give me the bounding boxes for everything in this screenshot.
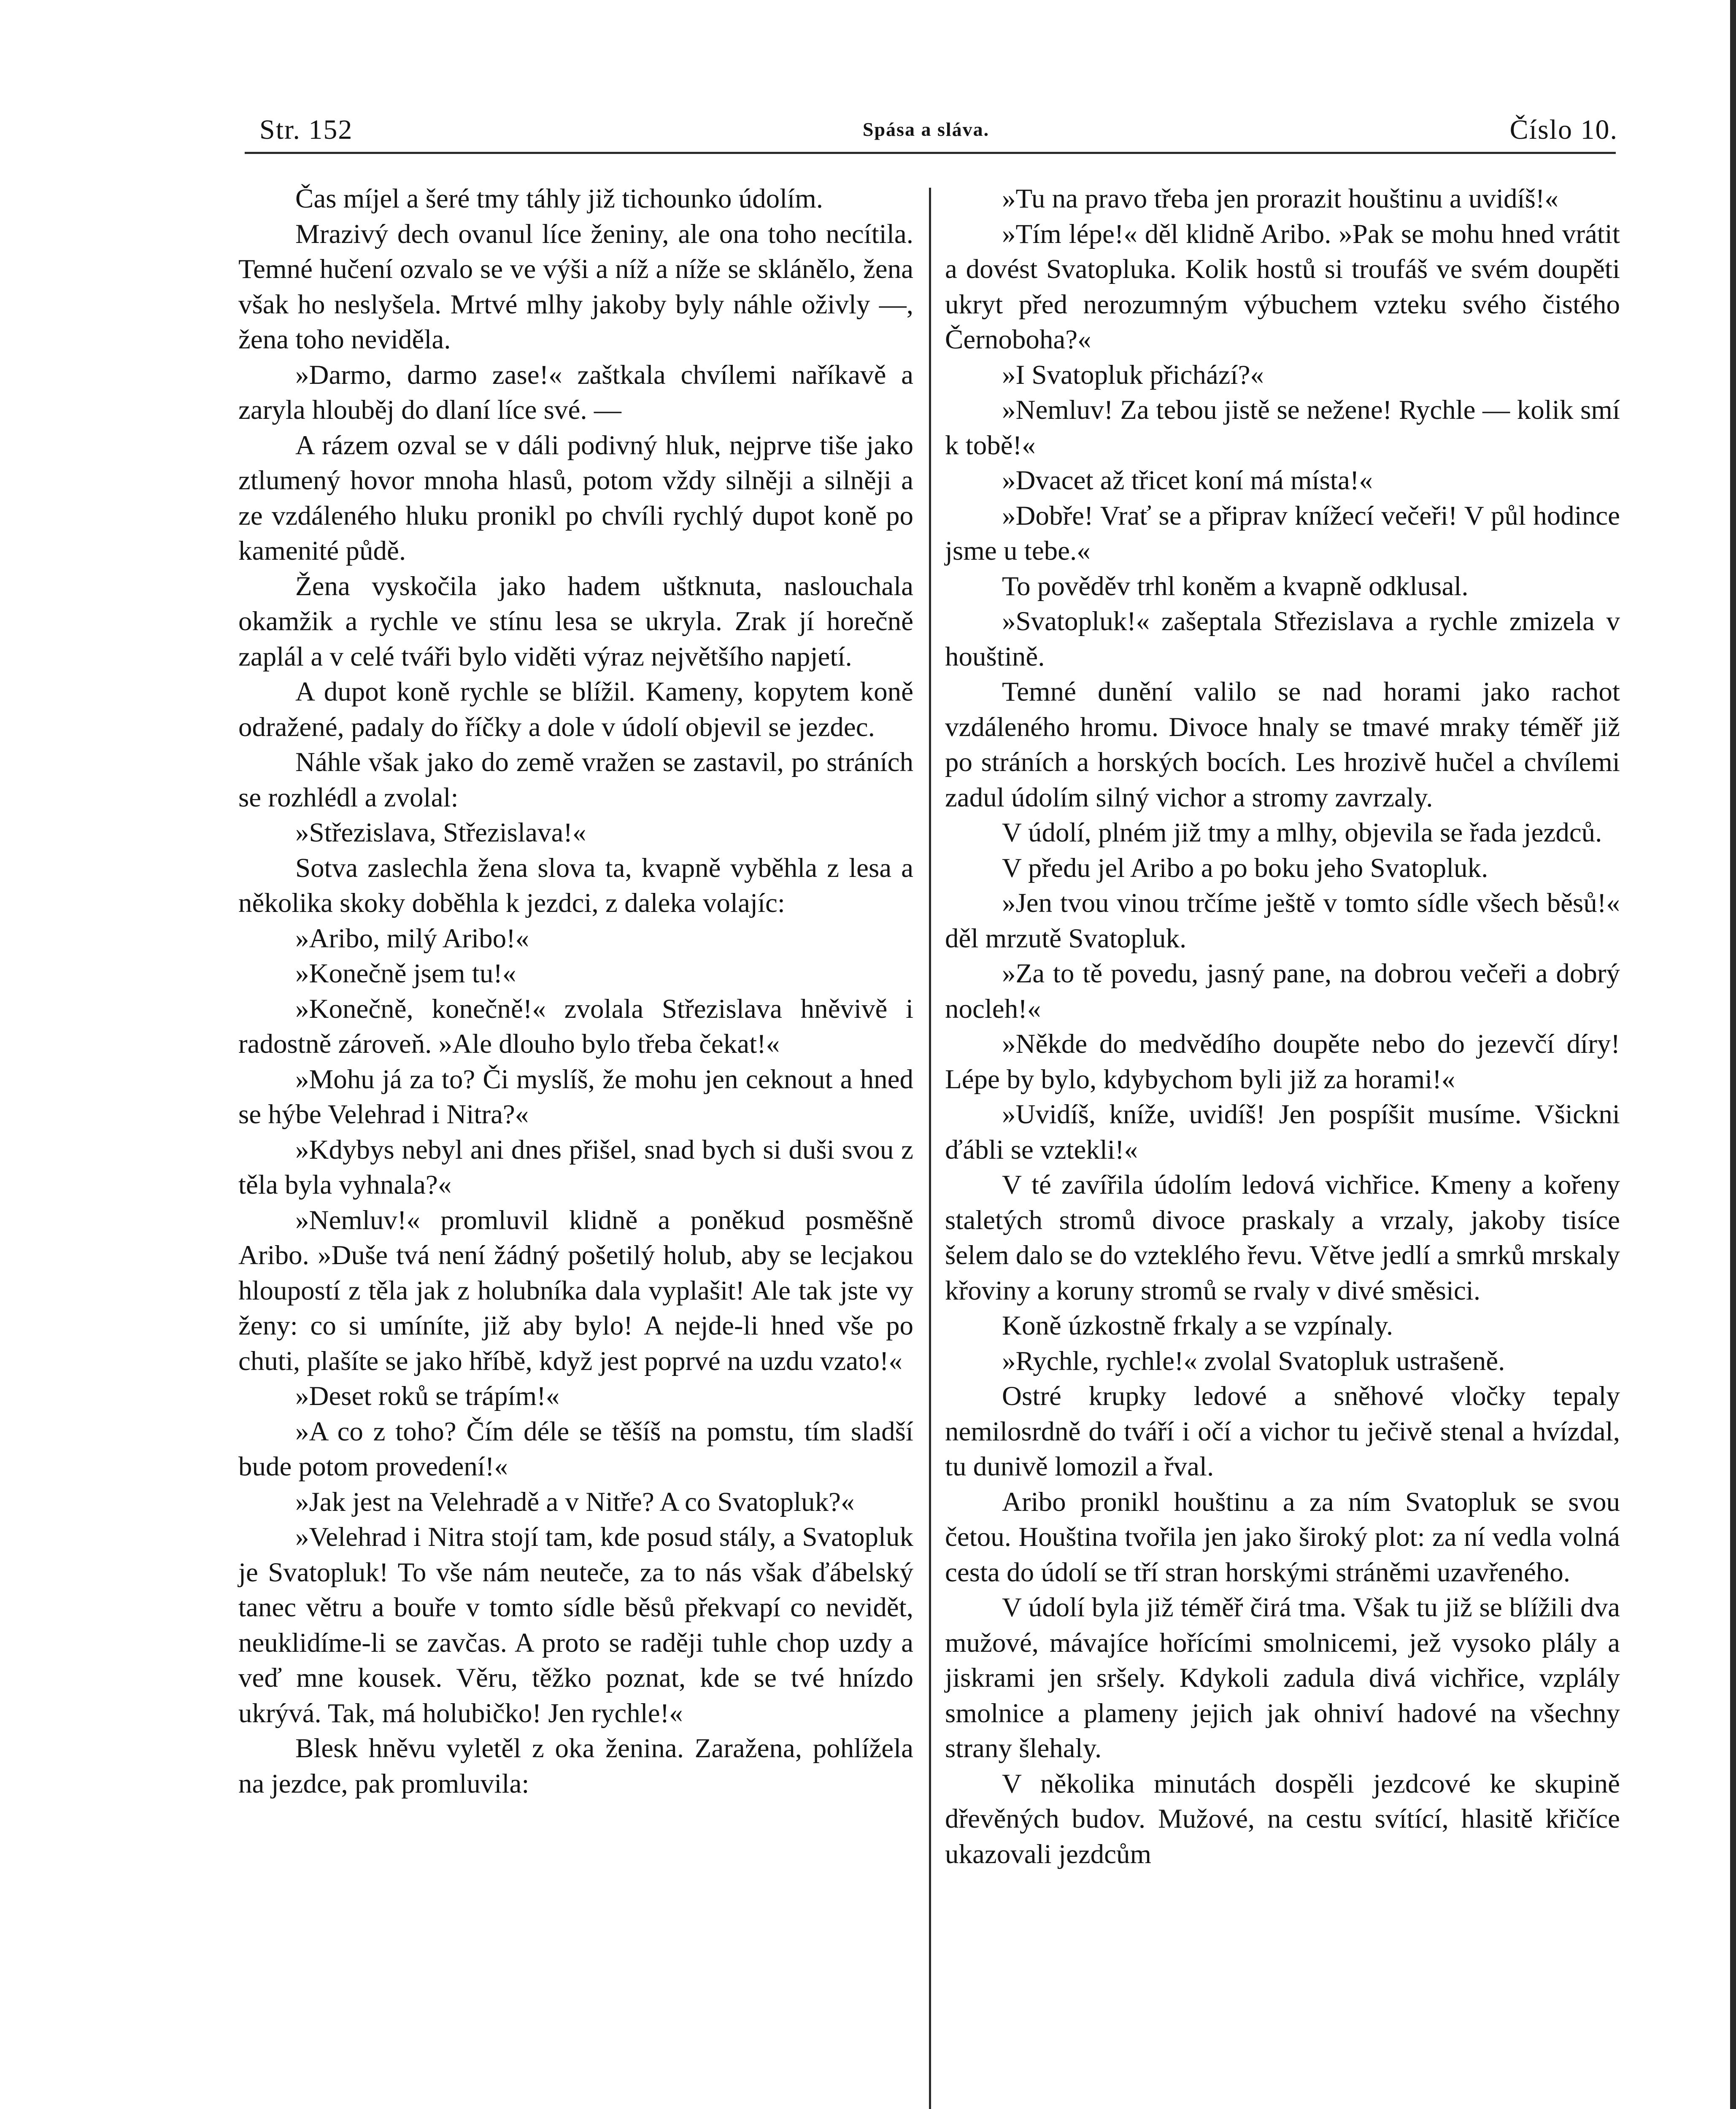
paragraph: V té zavířila údolím ledová vichřice. Kmeny a kořeny staletých stromů divoce praskaly a vrzaly, jakoby tisíce šelem dalo se do vzteklého řevu. Větve jedlí a smrků mrskaly křoviny a koruny stromů se rvaly v divé směsici. xyxy=(945,1170,1620,1306)
paragraph: »Uvidíš, kníže, uvidíš! Jen pospíšit musíme. Všickni ďábli se vztekli!« xyxy=(945,1099,1620,1165)
paragraph: V údolí, plném již tmy a mlhy, objevila se řada jezdců. xyxy=(1002,817,1602,848)
paragraph: A rázem ozval se v dáli podivný hluk, nejprve tiše jako ztlumený hovor mnoha hlasů, potom vždy silněji a silněji a ze vzdáleného hluku pronikl po chvíli rychlý dupot koně po kamenité půdě. xyxy=(238,430,913,566)
paragraph: »Rychle, rychle!« zvolal Svatopluk ustrašeně. xyxy=(1002,1346,1505,1376)
paragraph: V několika minutách dospěli jezdcové ke skupině dřevěných budov. Mužové, na cestu svítící, hlasitě křičíce ukazovali jezdcům xyxy=(945,1768,1620,1869)
page-edge xyxy=(1730,0,1736,2109)
paragraph: V údolí byla již téměř čirá tma. Však tu již se blížili dva mužové, mávajíce hořícími smolnicemi, jež vysoko plály a jiskrami jen sršely. Kdykoli zadula divá vichřice, vzplály smolnice a plameny jejich jak ohniví hadové na všechny strany šlehaly. xyxy=(945,1592,1620,1764)
right-column xyxy=(945,181,1620,1872)
paragraph: »Někde do medvědího doupěte nebo do jezevčí díry! Lépe by bylo, kdybychom byli již za horami!« xyxy=(945,1029,1620,1095)
paragraph: »Aribo, milý Aribo!« xyxy=(295,923,529,954)
paragraph: Náhle však jako do země vražen se zastavil, po stráních se rozhlédl a zvolal: xyxy=(238,747,913,813)
paragraph: »Svatopluk!« zašeptala Střezislava a rychle zmizela v houštině. xyxy=(945,606,1620,672)
running-title: Spása a sláva. xyxy=(862,119,990,140)
paragraph: V předu jel Aribo a po boku jeho Svatopluk. xyxy=(1002,852,1488,883)
paragraph: To pověděv trhl koněm a kvapně odklusal. xyxy=(1002,571,1469,601)
paragraph: »Deset roků se trápím!« xyxy=(295,1381,560,1411)
paragraph: Čas míjel a šeré tmy táhly již tichounko údolím. xyxy=(295,183,823,214)
paragraph: »Střezislava, Střezislava!« xyxy=(295,817,586,848)
paragraph: Koně úzkostně frkaly a se vzpínaly. xyxy=(1002,1311,1393,1341)
paragraph: Ostré krupky ledové a sněhové vločky tepaly nemilosrdně do tváří i očí a vichor tu ječivě stenal a hvízdal, tu dunivě lomozil a řval. xyxy=(945,1381,1620,1482)
paragraph: »A co z toho? Čím déle se těšíš na pomstu, tím sladší bude potom provedení!« xyxy=(238,1416,913,1482)
paragraph: »Tu na pravo třeba jen prorazit houštinu a uvidíš!« xyxy=(1002,183,1559,214)
paragraph: »Mohu já za to? Či myslíš, že mohu jen ceknout a hned se hýbe Velehrad i Nitra?« xyxy=(238,1064,913,1130)
left-column xyxy=(238,181,913,1802)
paragraph: »Konečně jsem tu!« xyxy=(295,958,516,989)
issue-number: Číslo 10. xyxy=(1509,114,1618,145)
paragraph: Mrazivý dech ovanul líce ženiny, ale ona toho necítila. Temné hučení ozvalo se ve výši a níž a níže se sklánělo, žena však ho neslyšela. Mrtvé mlhy jakoby byly náhle oživly —, žena toho neviděla. xyxy=(238,218,913,355)
paragraph: »Dvacet až třicet koní má místa!« xyxy=(1002,465,1373,496)
paragraph: »Darmo, darmo zase!« zaštkala chvílemi naříkavě a zaryla hlouběj do dlaní líce své. — xyxy=(238,359,913,425)
paragraph: »Nemluv! Za tebou jistě se nežene! Rychle — kolik smí k tobě!« xyxy=(945,395,1620,461)
paragraph: »Nemluv!« promluvil klidně a poněkud posměšně Aribo. »Duše tvá není žádný pošetilý holub, aby se lecjakou hloupostí z těla jak z holubníka dala vyplašit! Ale tak jste vy ženy: co si umíníte, již aby bylo! A nejde-li hned vše po chuti, plašíte se jako hříbě, když jest poprvé na uzdu vzato!« xyxy=(238,1205,913,1376)
paragraph: »Velehrad i Nitra stojí tam, kde posud stály, a Svatopluk je Svatopluk! To vše nám neuteče, za to nás však ďábelský tanec větru a bouře v tomto sídle běsů překvapí co nevidět, neuklidíme-li se zavčas. A proto se raději tuhle chop uzdy a veď mne kousek. Věru, těžko poznat, kde se tvé hnízdo ukrývá. Tak, má holubičko! Jen rychle!« xyxy=(238,1522,913,1729)
paragraph: Sotva zaslechla žena slova ta, kvapně vyběhla z lesa a několika skoky doběhla k jezdci, z daleka volajíc: xyxy=(238,852,913,918)
paragraph: »Tím lépe!« děl klidně Aribo. »Pak se mohu hned vrátit a dovést Svatopluka. Kolik hostů si troufáš ve svém doupěti ukryt před nerozumným výbuchem vzteku svého čistého Černoboha?« xyxy=(945,218,1620,355)
paragraph: »Jen tvou vinou trčíme ještě v tomto sídle všech běsů!« děl mrzutě Svatopluk. xyxy=(945,888,1620,954)
paragraph: »Za to tě povedu, jasný pane, na dobrou večeři a dobrý nocleh!« xyxy=(945,958,1620,1024)
paragraph: Temné dunění valilo se nad horami jako rachot vzdáleného hromu. Divoce hnaly se tmavé mraky téměř již po stráních a horských bocích. Les hrozivě hučel a chvílemi zadul údolím silný vichor a stromy zavrzaly. xyxy=(945,677,1620,813)
paragraph: »Kdybys nebyl ani dnes přišel, snad bych si duši svou z těla byla vyhnala?« xyxy=(238,1134,913,1200)
paragraph: Aribo pronikl houštinu a za ním Svatopluk se svou četou. Houština tvořila jen jako široký plot: za ní vedla volná cesta do údolí se tří stran horskými stráněmi uzavřeného. xyxy=(945,1486,1620,1588)
paragraph: »Konečně, konečně!« zvolala Střezislava hněvivě i radostně zároveň. »Ale dlouho bylo třeba čekat!« xyxy=(238,993,913,1059)
column-divider xyxy=(929,188,931,2109)
paragraph: Žena vyskočila jako hadem uštknuta, naslouchala okamžik a rychle ve stínu lesa se ukryla. Zrak jí horečně zaplál a v celé tváři bylo viděti výraz největšího napjetí. xyxy=(238,571,913,672)
header-rule xyxy=(245,152,1616,154)
paragraph: »Jak jest na Velehradě a v Nitře? A co Svatopluk?« xyxy=(295,1486,855,1517)
paragraph: »I Svatopluk přichází?« xyxy=(1002,359,1264,390)
page-number: Str. 152 xyxy=(259,114,353,145)
paragraph: A dupot koně rychle se blížil. Kameny, kopytem koně odražené, padaly do říčky a dole v údolí objevil se jezdec. xyxy=(238,677,913,742)
paragraph: »Dobře! Vrať se a připrav knížecí večeři! V půl hodince jsme u tebe.« xyxy=(945,500,1620,566)
paragraph: Blesk hněvu vyletěl z oka ženina. Zaražena, pohlížela na jezdce, pak promluvila: xyxy=(238,1733,913,1799)
